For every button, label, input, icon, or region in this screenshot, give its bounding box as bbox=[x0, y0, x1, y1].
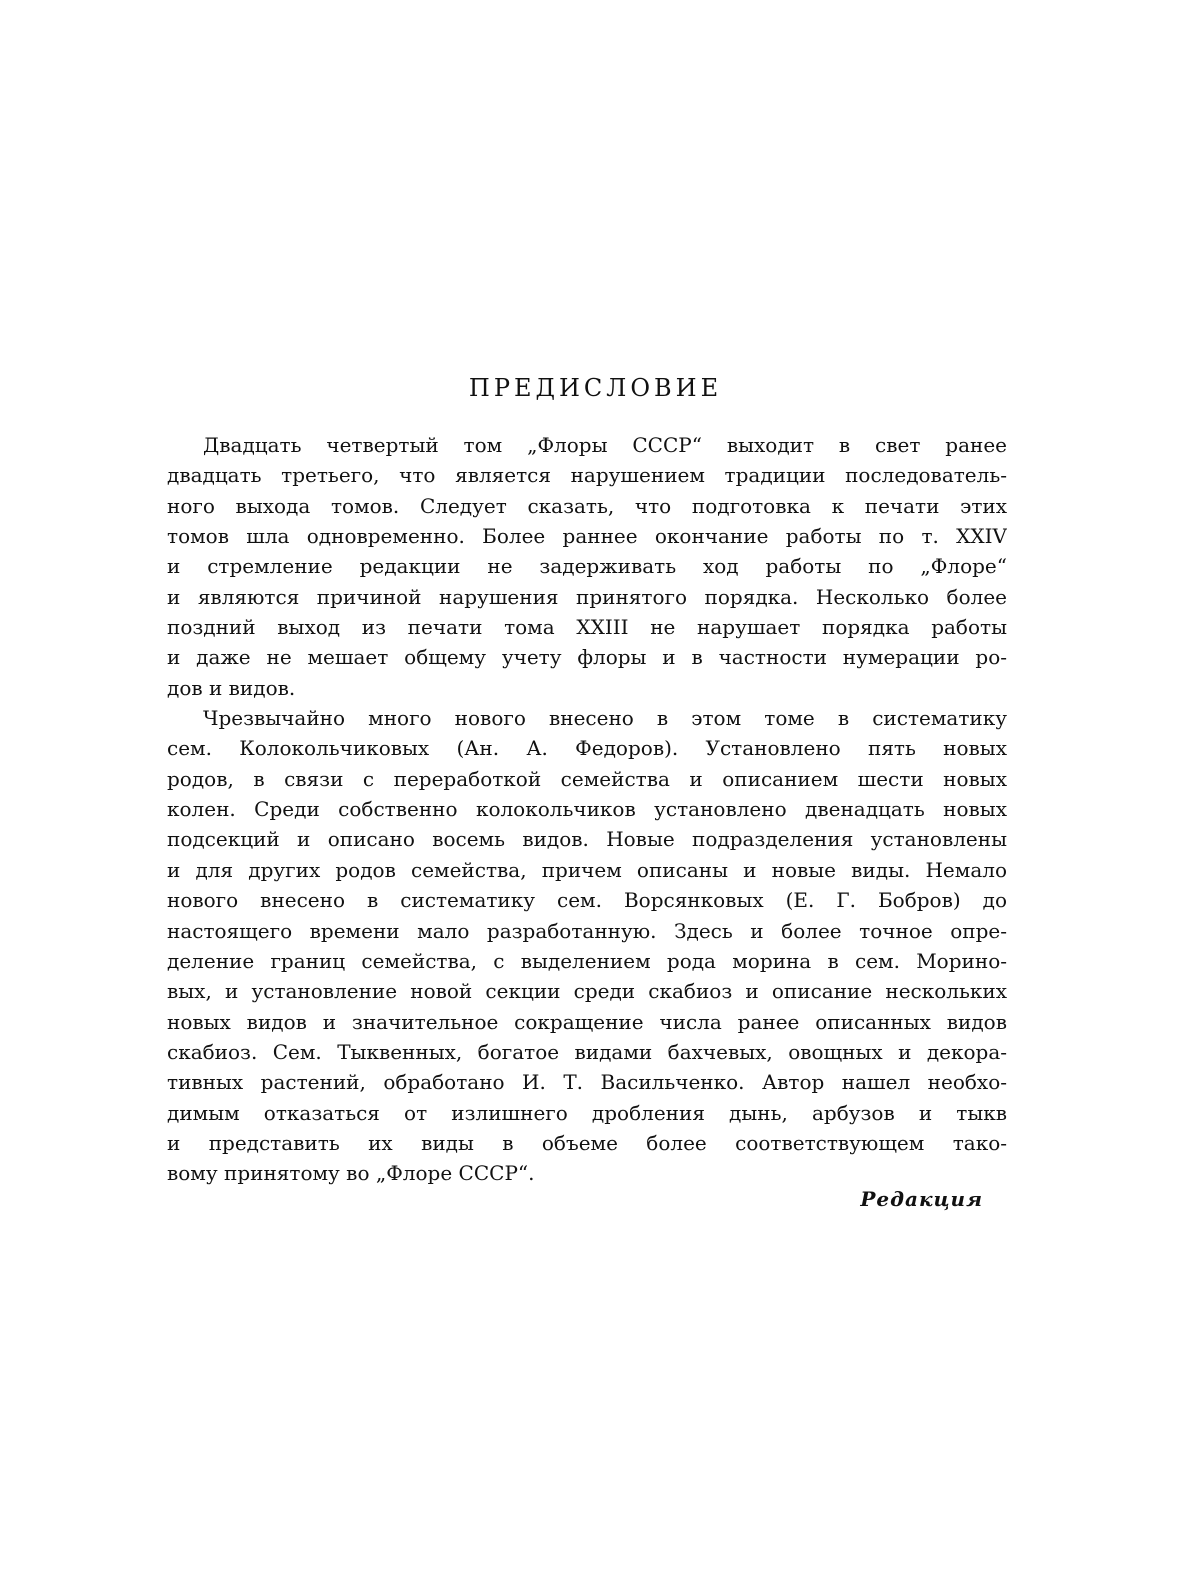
text-line: Двадцать четвертый том „Флоры СССР“ выходит в свет ранее bbox=[203, 433, 1007, 457]
text-line: дов и видов. bbox=[167, 675, 296, 700]
text-line: и даже не мешает общему учету флоры и в частности нумерации ро- bbox=[167, 645, 1007, 670]
text-line: тивных растений, обработано И. Т. Васильченко. Автор нашел необхо- bbox=[167, 1070, 1007, 1095]
text-line: и для других родов семейства, причем описаны и новые виды. Немало bbox=[167, 857, 1007, 882]
text-line: поздний выход из печати тома XXIII не нарушает порядка работы bbox=[167, 615, 1007, 640]
text-line: новых видов и значительное сокращение числа ранее описанных видов bbox=[167, 1009, 1007, 1034]
text-line: вых, и установление новой секции среди скабиоз и описание нескольких bbox=[167, 979, 1007, 1004]
text-line: колен. Среди собственно колокольчиков установлено двенадцать новых bbox=[167, 797, 1007, 822]
preface-body bbox=[167, 430, 1007, 1189]
text-line: двадцать третьего, что является нарушением традиции последователь- bbox=[167, 463, 1007, 488]
text-line: и являются причиной нарушения принятого порядка. Несколько более bbox=[167, 584, 1007, 609]
signature: Редакция bbox=[860, 1187, 983, 1211]
text-line: подсекций и описано восемь видов. Новые подразделения установлены bbox=[167, 827, 1007, 852]
text-line: родов, в связи с переработкой семейства и описанием шести новых bbox=[167, 766, 1007, 791]
text-line: вому принятому во „Флоре СССР“. bbox=[167, 1161, 535, 1186]
paragraph-1 bbox=[167, 430, 1007, 703]
text-line: томов шла одновременно. Более раннее окончание работы по т. XXIV bbox=[167, 524, 1007, 549]
text-line: и стремление редакции не задерживать ход работы по „Флоре“ bbox=[167, 554, 1007, 579]
text-line: скабиоз. Сем. Тыквенных, богатое видами бахчевых, овощных и декора- bbox=[167, 1039, 1007, 1064]
page-title: ПРЕДИСЛОВИЕ bbox=[468, 374, 723, 402]
text-line: и представить их виды в объеме более соответствующем тако- bbox=[167, 1130, 1007, 1155]
text-line: сем. Колокольчиковых (Ан. А. Федоров). Установлено пять новых bbox=[167, 736, 1007, 761]
text-line: димым отказаться от излишнего дробления дынь, арбузов и тыкв bbox=[167, 1100, 1007, 1125]
text-line: деление границ семейства, с выделением рода морина в сем. Морино- bbox=[167, 948, 1007, 973]
text-line: настоящего времени мало разработанную. Здесь и более точное опре- bbox=[167, 918, 1007, 943]
text-line: Чрезвычайно много нового внесено в этом томе в систематику bbox=[203, 706, 1007, 731]
text-line: ного выхода томов. Следует сказать, что подготовка к печати этих bbox=[167, 493, 1007, 518]
text-line: нового внесено в систематику сем. Ворсянковых (Е. Г. Бобров) до bbox=[167, 888, 1007, 913]
paragraph-2 bbox=[167, 703, 1007, 1189]
